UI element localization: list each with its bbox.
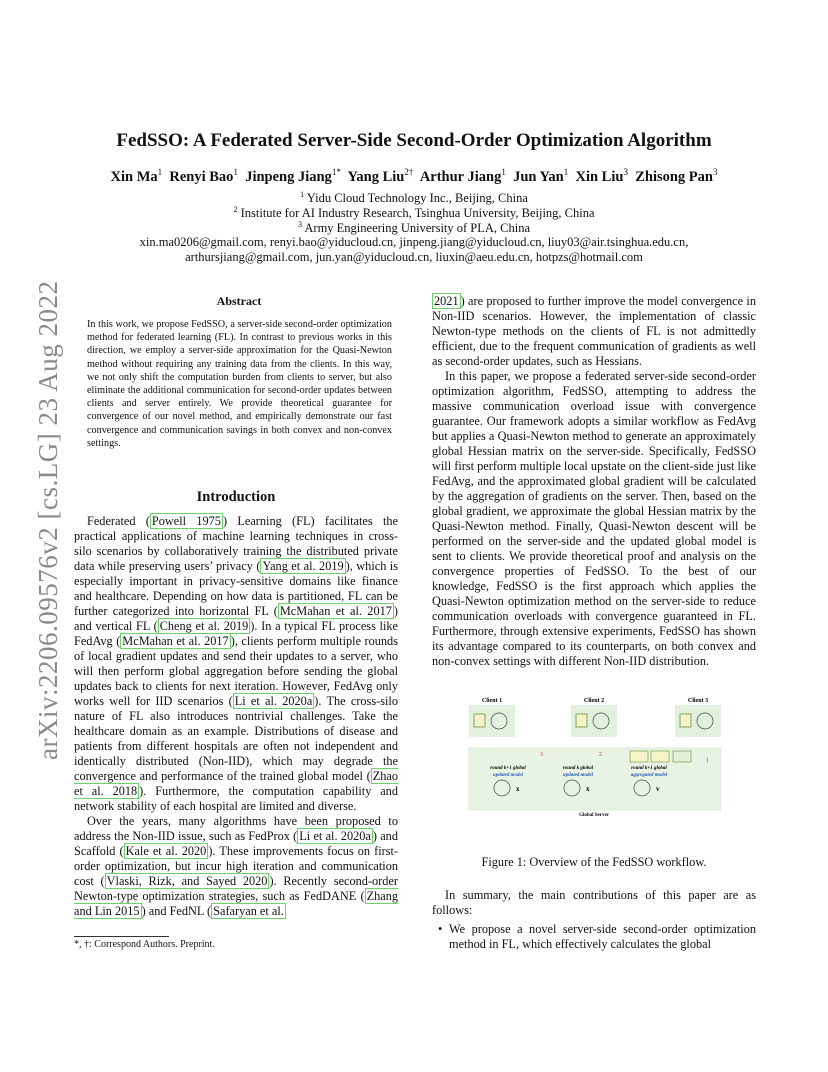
right-paragraph-2: In this paper, we propose a federated server-side second-order optimization algorithm, FedSSO, attempting to address the massive communication overload issue with convergence guarantee. Our framework adopts a similar workflow as FedAvg but applies a Quasi-Newton method to generate an approximately global Hessian matrix on the server-side. Specifically, FedSSO will first perform multiple local upstate on the client-side just like FedAvg, and the approximated global gradient will be calculated by the aggregation of gradients on the server. Then, based on the global gradient, we approximate the global Hessian matrix by the Quasi-Newton method. Finally, Quasi-Newton descent will be performed on the server-side and the updated global model is sent to clients. We provide theoretical proof and analysis on the convergence properties of FedSSO. To the best of our knowledge, FedSSO is the first approach which applies the Quasi-Newton optimization method on the server-side to reduce communication overloads with convergence guaranteed in FL. Furthermore, through extensive experiments, FedSSO has shown its advantage compared to its counterparts, on both convex and non-convex settings with different Non-IID distribution. <box>432 369 756 668</box>
client-2-label: Client 2 <box>583 698 605 704</box>
author: Yang Liu <box>347 168 405 185</box>
right-column-body <box>432 294 756 669</box>
citation-link[interactable]: Li et al. 2020a <box>299 829 371 843</box>
citation-link[interactable]: Powell 1975 <box>151 514 221 528</box>
citation-link[interactable]: Yang et al. 2019 <box>262 559 344 573</box>
right-paragraph-1: 2021 ) are proposed to further improve the model convergence in Non-IID scenarios. However, the implementation of classic Newton-type methods on the clients of FL is not admittedly efficient, due to the frequent communication of gradients as well as second-order updates, such as Hessians. <box>432 294 756 368</box>
abstract-heading: Abstract <box>216 294 262 308</box>
updated-model-label: updated model <box>492 773 524 778</box>
parameter-chips <box>630 751 691 762</box>
citation-link[interactable]: Safaryan et al. <box>213 904 284 918</box>
client-3-label: Client 3 <box>687 698 709 704</box>
step-1-number: 1 <box>706 758 709 764</box>
citation-link[interactable]: Cheng et al. 2019 <box>159 619 249 633</box>
author: Jun Yan <box>513 168 564 185</box>
round-k1-label-2: round k+1 global <box>631 766 667 771</box>
arxiv-stamp <box>18 280 63 760</box>
global-server-label: Global Server <box>579 813 609 818</box>
intro-paragraph-1: Federated ( Powell 1975 ) Learning (FL) facilitates the practical applications of machine learning techniques in cross-silo scenarios by collaboratively training the distributed private data while preserving users’ privacy ( Yang et al. 2019 ), which is especially important in privacy-sensitive domains like finance and healthcare. Depending on how data is partitioned, FL can be further categorized into horizontal FL ( McMahan et al. 2017 ) and vertical FL ( Cheng et al. 2019 ). In a typical FL process like FedAvg ( McMahan et al. 2017 ), clients perform multiple rounds of local gradient updates and send their updates to a server, who will then perform global aggregation before sending the global updates back to clients for next iteration. However, FedAvg only works well for IID scenarios ( Li et al. 2020a ). The cross-silo nature of FL also introduces nontrivial challenges. Take the healthcare domain as an example. Distributions of disease and patients from different hospitals are often not independent and identically distributed (Non-IID), which may degrade the convergence and performance of the trained global model ( Zhao et al. 2018 ). Furthermore, the computation capability and network stability of each hospital are limited and diverse. <box>74 514 399 813</box>
x-k: x <box>586 785 590 793</box>
author: Renyi Bao <box>169 168 234 185</box>
affiliation-1: $^1$ Yidu Cloud Technology Inc., Beijing, China <box>300 190 528 206</box>
citation-link[interactable]: McMahan et al. 2017 <box>279 604 392 618</box>
citation-link[interactable]: McMahan et al. 2017 <box>122 634 229 648</box>
citation-link[interactable]: 2021 <box>434 294 459 308</box>
paper-title: FedSSO: A Federated Server-Side Second-Order Optimization Algorithm <box>116 130 712 151</box>
author: Jinpeng Jiang <box>245 168 332 185</box>
author-list: Xin Ma$^1$ Renyi Bao$^1$ Jinpeng Jiang$^{1*}$ Yang Liu$^{2\dagger}$ Arthur Jiang$^1$ Jun Yan$^1$ Xin Liu$^3$ Zhisong Pan$^3$ <box>110 167 718 185</box>
step-2-number: 2 <box>599 752 602 758</box>
aggregated-model-label: aggregated model <box>630 773 668 778</box>
v-k: v <box>656 785 660 793</box>
client-1-label: Client 1 <box>481 698 503 704</box>
round-k-label: round k global <box>562 766 594 771</box>
footnote-divider <box>74 936 169 937</box>
citation-link[interactable]: Zhao et al. 2018 <box>74 769 398 798</box>
contribution-bullet <box>432 922 756 952</box>
affiliation-3: $^3$ Army Engineering University of PLA, China <box>297 220 531 236</box>
fedsso-workflow-figure <box>466 690 721 818</box>
affiliation-2: $^2$ Institute for AI Industry Research, Tsinghua University, Beijing, China <box>233 205 595 221</box>
author: Arthur Jiang <box>419 168 502 185</box>
x-k-plus-1: x <box>516 785 520 793</box>
citation-link[interactable]: Zhang and Lin 2015 <box>74 889 398 918</box>
author: Xin Liu <box>575 168 624 185</box>
summary-paragraph: In summary, the main contributions of this paper are as follows: <box>432 888 756 917</box>
emails-line-2: arthursjiang@gmail.com, jun.yan@yiducloud.cn, liuxin@aeu.edu.cn, hotpzs@hotmail.com <box>185 250 643 264</box>
updated-model-label-2: updated model <box>562 773 594 778</box>
introduction-heading: Introduction <box>196 489 276 505</box>
round-k1-label: round k+1 global <box>490 766 526 771</box>
left-column-body <box>74 514 398 919</box>
abstract-body: In this work, we propose FedSSO, a server-side second-order optimization method for federated learning (FL). In contrast to previous works in this direction, we employ a server-side approximation for the Quasi-Newton method without requiring any training data from the clients. In this way, we not only shift the computation burden from clients to server, but also eliminate the additional communication for second-order updates between clients and server entirely. We provide theoretical guarantee for convergence of our novel method, and empirically demonstrate our fast convergence and communication savings in both convex and non-convex settings. <box>87 319 392 449</box>
author: Xin Ma <box>110 168 158 185</box>
step-3-number: 3 <box>540 752 543 758</box>
citation-link[interactable]: Kale et al. 2020 <box>125 844 207 858</box>
emails-line-1: xin.ma0206@gmail.com, renyi.bao@yiducloud.cn, jinpeng.jiang@yiducloud.cn, liuy03@air.tsinghua.edu.cn, <box>139 235 689 249</box>
bullet-text: We propose a novel server-side second-order optimization method in FL, which effectively calculates the global <box>449 922 756 951</box>
intro-paragraph-2: Over the years, many algorithms have been proposed to address the Non-IID issue, such as FedProx ( Li et al. 2020a ) and Scaffold ( Kale et al. 2020 ). These improvements focus on first-order optimization, but incur high iteration and communication cost ( Vlaski, Rizk, and Sayed 2020 ). Recently second-order Newton-type optimization strategies, such as FedDANE ( Zhang and Lin 2015 ) and FedNL ( Safaryan et al. <box>74 814 399 918</box>
arxiv-id: arXiv:2206.09576v2 [cs.LG] 23 Aug 2022 <box>33 280 63 760</box>
bullet-dot: • <box>438 922 443 936</box>
footnote: *, †: Correspond Authors. Preprint. <box>74 939 215 950</box>
citation-link[interactable]: Vlaski, Rizk, and Sayed 2020 <box>106 874 268 888</box>
figure-caption: Figure 1: Overview of the FedSSO workflow. <box>481 855 707 869</box>
citation-link[interactable]: Li et al. 2020a <box>234 694 313 708</box>
author: Zhisong Pan <box>635 168 713 185</box>
